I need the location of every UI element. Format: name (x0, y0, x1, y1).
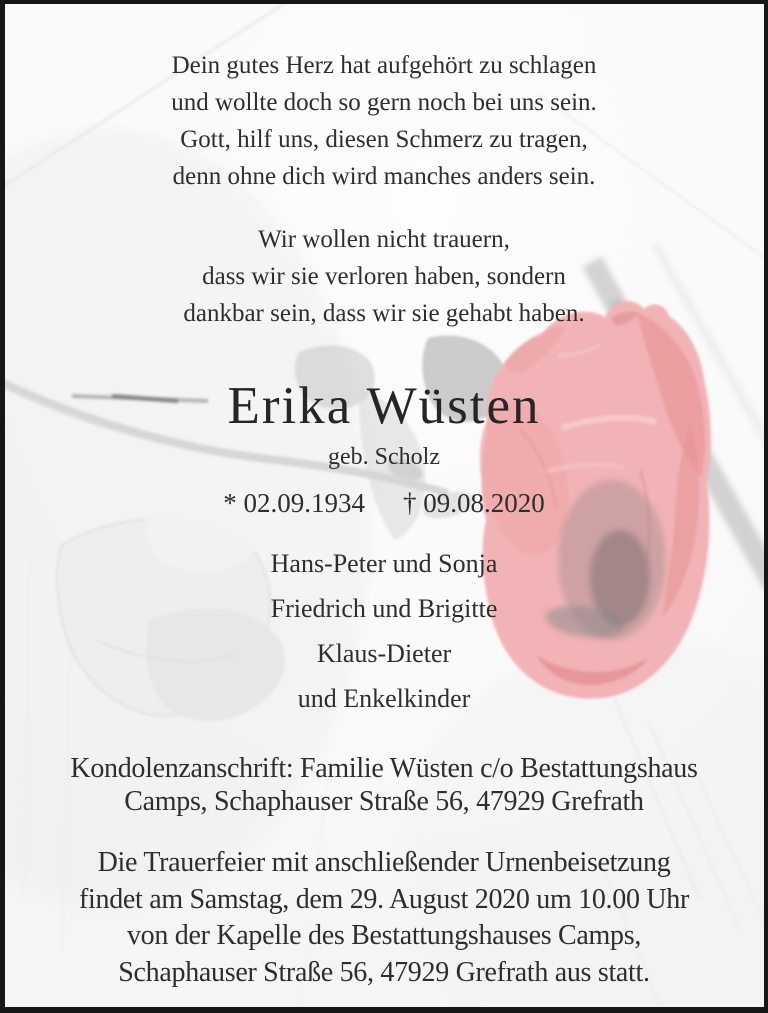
condolence-address (0, 752, 768, 818)
verse-line: Gott, hilf uns, diesen Schmerz zu tragen, (180, 126, 588, 153)
mourner-line: und Enkelkinder (297, 684, 471, 713)
life-dates (0, 486, 768, 520)
mourner-line: Friedrich und Brigitte (270, 594, 498, 623)
verse-line: denn ohne dich wird manches anders sein. (172, 163, 596, 190)
funeral-line: Schaphauser Straße 56, 47929 Grefrath aus statt. (118, 956, 650, 988)
condolence-line: Camps, Schaphauser Straße 56, 47929 Grefrath (124, 786, 644, 817)
maiden-name: geb. Scholz (328, 444, 440, 470)
memorial-verse-2 (0, 221, 768, 332)
funeral-line: von der Kapelle des Bestattungshauses Camps, (126, 920, 642, 951)
birth-date: * 02.09.1934 (223, 488, 365, 518)
verse-line: und wollte doch so gern noch bei uns sein. (171, 89, 597, 116)
death-date: † 09.08.2020 (403, 488, 545, 518)
funeral-line: Die Trauerfeier mit anschließender Urnenbeisetzung (97, 847, 671, 878)
memorial-verse-1 (0, 47, 768, 195)
verse-line: dass wir sie verloren haben, sondern (202, 263, 566, 290)
verse-line: Wir wollen nicht trauern, (258, 226, 510, 253)
mourners-list (0, 541, 768, 721)
verse-line: dankbar sein, dass wir sie gehabt haben. (183, 300, 585, 327)
funeral-line: findet am Samstag, dem 29. August 2020 um 10.00 Uhr (79, 883, 689, 915)
mourner-line: Hans-Peter und Sonja (270, 549, 498, 578)
verse-line: Dein gutes Herz hat aufgehört zu schlagen (171, 52, 597, 79)
funeral-details (0, 845, 768, 991)
condolence-line: Kondolenzanschrift: Familie Wüsten c/o Bestattungshaus (70, 753, 698, 784)
mourner-line: Klaus-Dieter (316, 639, 452, 668)
deceased-name: Erika Wüsten (227, 377, 541, 435)
